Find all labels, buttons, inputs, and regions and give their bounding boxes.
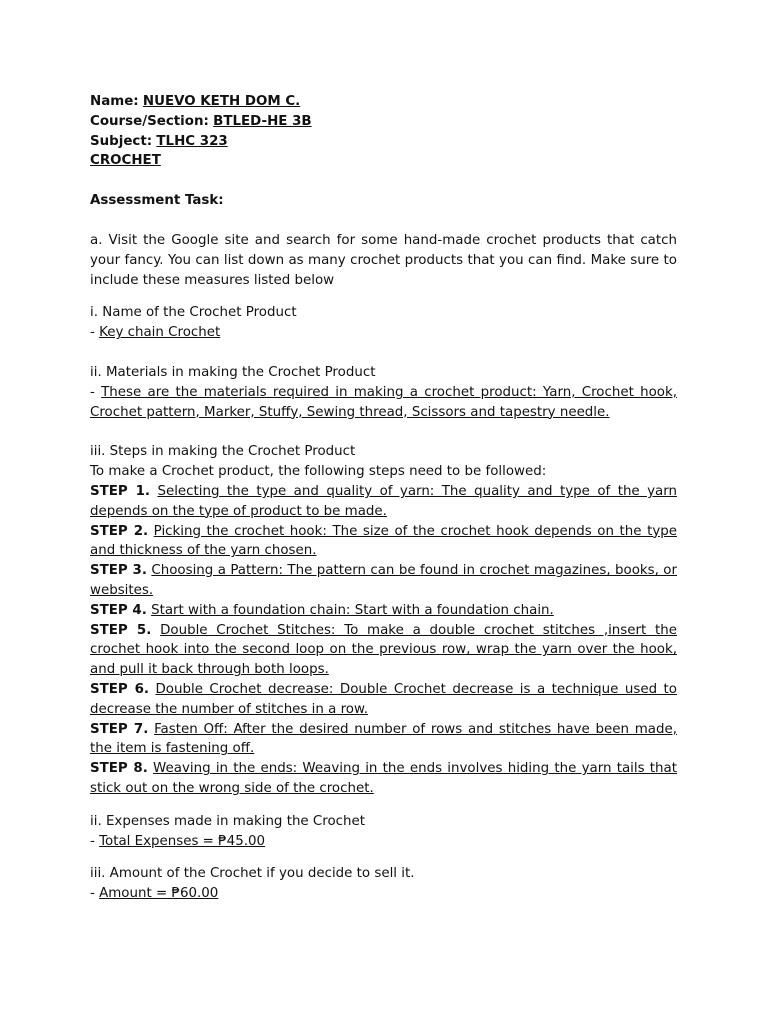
amount-heading: iii. Amount of the Crochet if you decide to sell it. <box>90 866 415 882</box>
amount-answer: Amount = ₱60.00 <box>99 886 219 902</box>
expenses-answer: Total Expenses = ₱45.00 <box>99 833 266 849</box>
steps-heading: iii. Steps in making the Crochet Product <box>90 444 356 460</box>
step-text: Double Crochet decrease: Double Crochet decrease is a technique used to decrease the number of stitches in a row. <box>90 681 677 717</box>
step-item <box>90 561 677 601</box>
step-label: STEP 6. <box>90 681 150 697</box>
amount-prefix: - <box>90 886 100 902</box>
step-label: STEP 7. <box>90 721 149 737</box>
course-label: Course/Section: <box>90 113 209 129</box>
step-label: STEP 4. <box>90 602 147 618</box>
materials-answer: These are the materials required in making a crochet product: Yarn, Crochet hook, Crochet pattern, Marker, Stuffy, Sewing thread, Scissors and tapestry needle. <box>90 384 677 420</box>
step-text: Choosing a Pattern: The pattern can be found in crochet magazines, books, or websites. <box>90 563 677 598</box>
course-line <box>90 112 677 132</box>
step-text: Start with a foundation chain: Start with a foundation chain. <box>151 602 554 618</box>
step-text: Selecting the type and quality of yarn: The quality and type of the yarn depends on the type of product to be made. <box>90 483 677 519</box>
step-text: Double Crochet Stitches: To make a double crochet stitches ,insert the crochet hook into the second loop on the previous row, wrap the yarn over the hook, and pull it back through both loops. <box>90 622 677 678</box>
step-label: STEP 2. <box>90 523 149 539</box>
name-label: Name: <box>90 94 139 109</box>
document-page <box>90 92 677 904</box>
step-label: STEP 8. <box>90 761 148 777</box>
step-item <box>90 601 677 621</box>
subject-line <box>90 132 677 152</box>
step-item <box>90 482 677 522</box>
step-item <box>90 522 677 562</box>
step-item <box>90 680 677 720</box>
step-label: STEP 1. <box>90 483 150 499</box>
step-label: STEP 5. <box>90 622 152 638</box>
step-text: Fasten Off: After the desired number of rows and stitches have been made, the item is fastening off. <box>90 721 677 757</box>
subject-value: TLHC 323 <box>156 133 228 149</box>
expenses-answer-line <box>90 832 677 852</box>
steps-list <box>90 482 677 799</box>
topic-title: CROCHET <box>90 153 161 169</box>
step-label: STEP 3. <box>90 563 147 579</box>
product-name-prefix: - <box>90 325 100 341</box>
materials-heading: ii. Materials in making the Crochet Product <box>90 364 376 380</box>
assessment-title: Assessment Task: <box>90 193 224 209</box>
step-item <box>90 720 677 760</box>
product-name-answer-line <box>90 323 677 343</box>
steps-lead: To make a Crochet product, the following steps need to be followed: <box>90 464 547 480</box>
name-line <box>90 92 677 112</box>
intro-paragraph: a. Visit the Google site and search for some hand-made crochet products that catch your fancy. You can list down as many crochet products that you can find. Make sure to include these measures listed below <box>90 232 677 288</box>
step-item <box>90 759 677 799</box>
product-name-heading: i. Name of the Crochet Product <box>90 305 297 321</box>
materials-prefix: - <box>90 384 102 400</box>
amount-answer-line <box>90 884 677 904</box>
step-item <box>90 621 677 680</box>
product-name-answer: Key chain Crochet <box>99 325 221 341</box>
subject-label: Subject: <box>90 133 153 149</box>
course-value: BTLED-HE 3B <box>213 113 312 129</box>
materials-answer-line <box>90 383 677 423</box>
step-text: Weaving in the ends: Weaving in the ends involves hiding the yarn tails that stick out on the wrong side of the crochet. <box>90 761 677 796</box>
expenses-prefix: - <box>90 833 100 849</box>
expenses-heading: ii. Expenses made in making the Crochet <box>90 813 366 829</box>
name-value: NUEVO KETH DOM C. <box>142 94 301 109</box>
step-text: Picking the crochet hook: The size of the crochet hook depends on the type and thickness of the yarn chosen. <box>90 523 677 559</box>
